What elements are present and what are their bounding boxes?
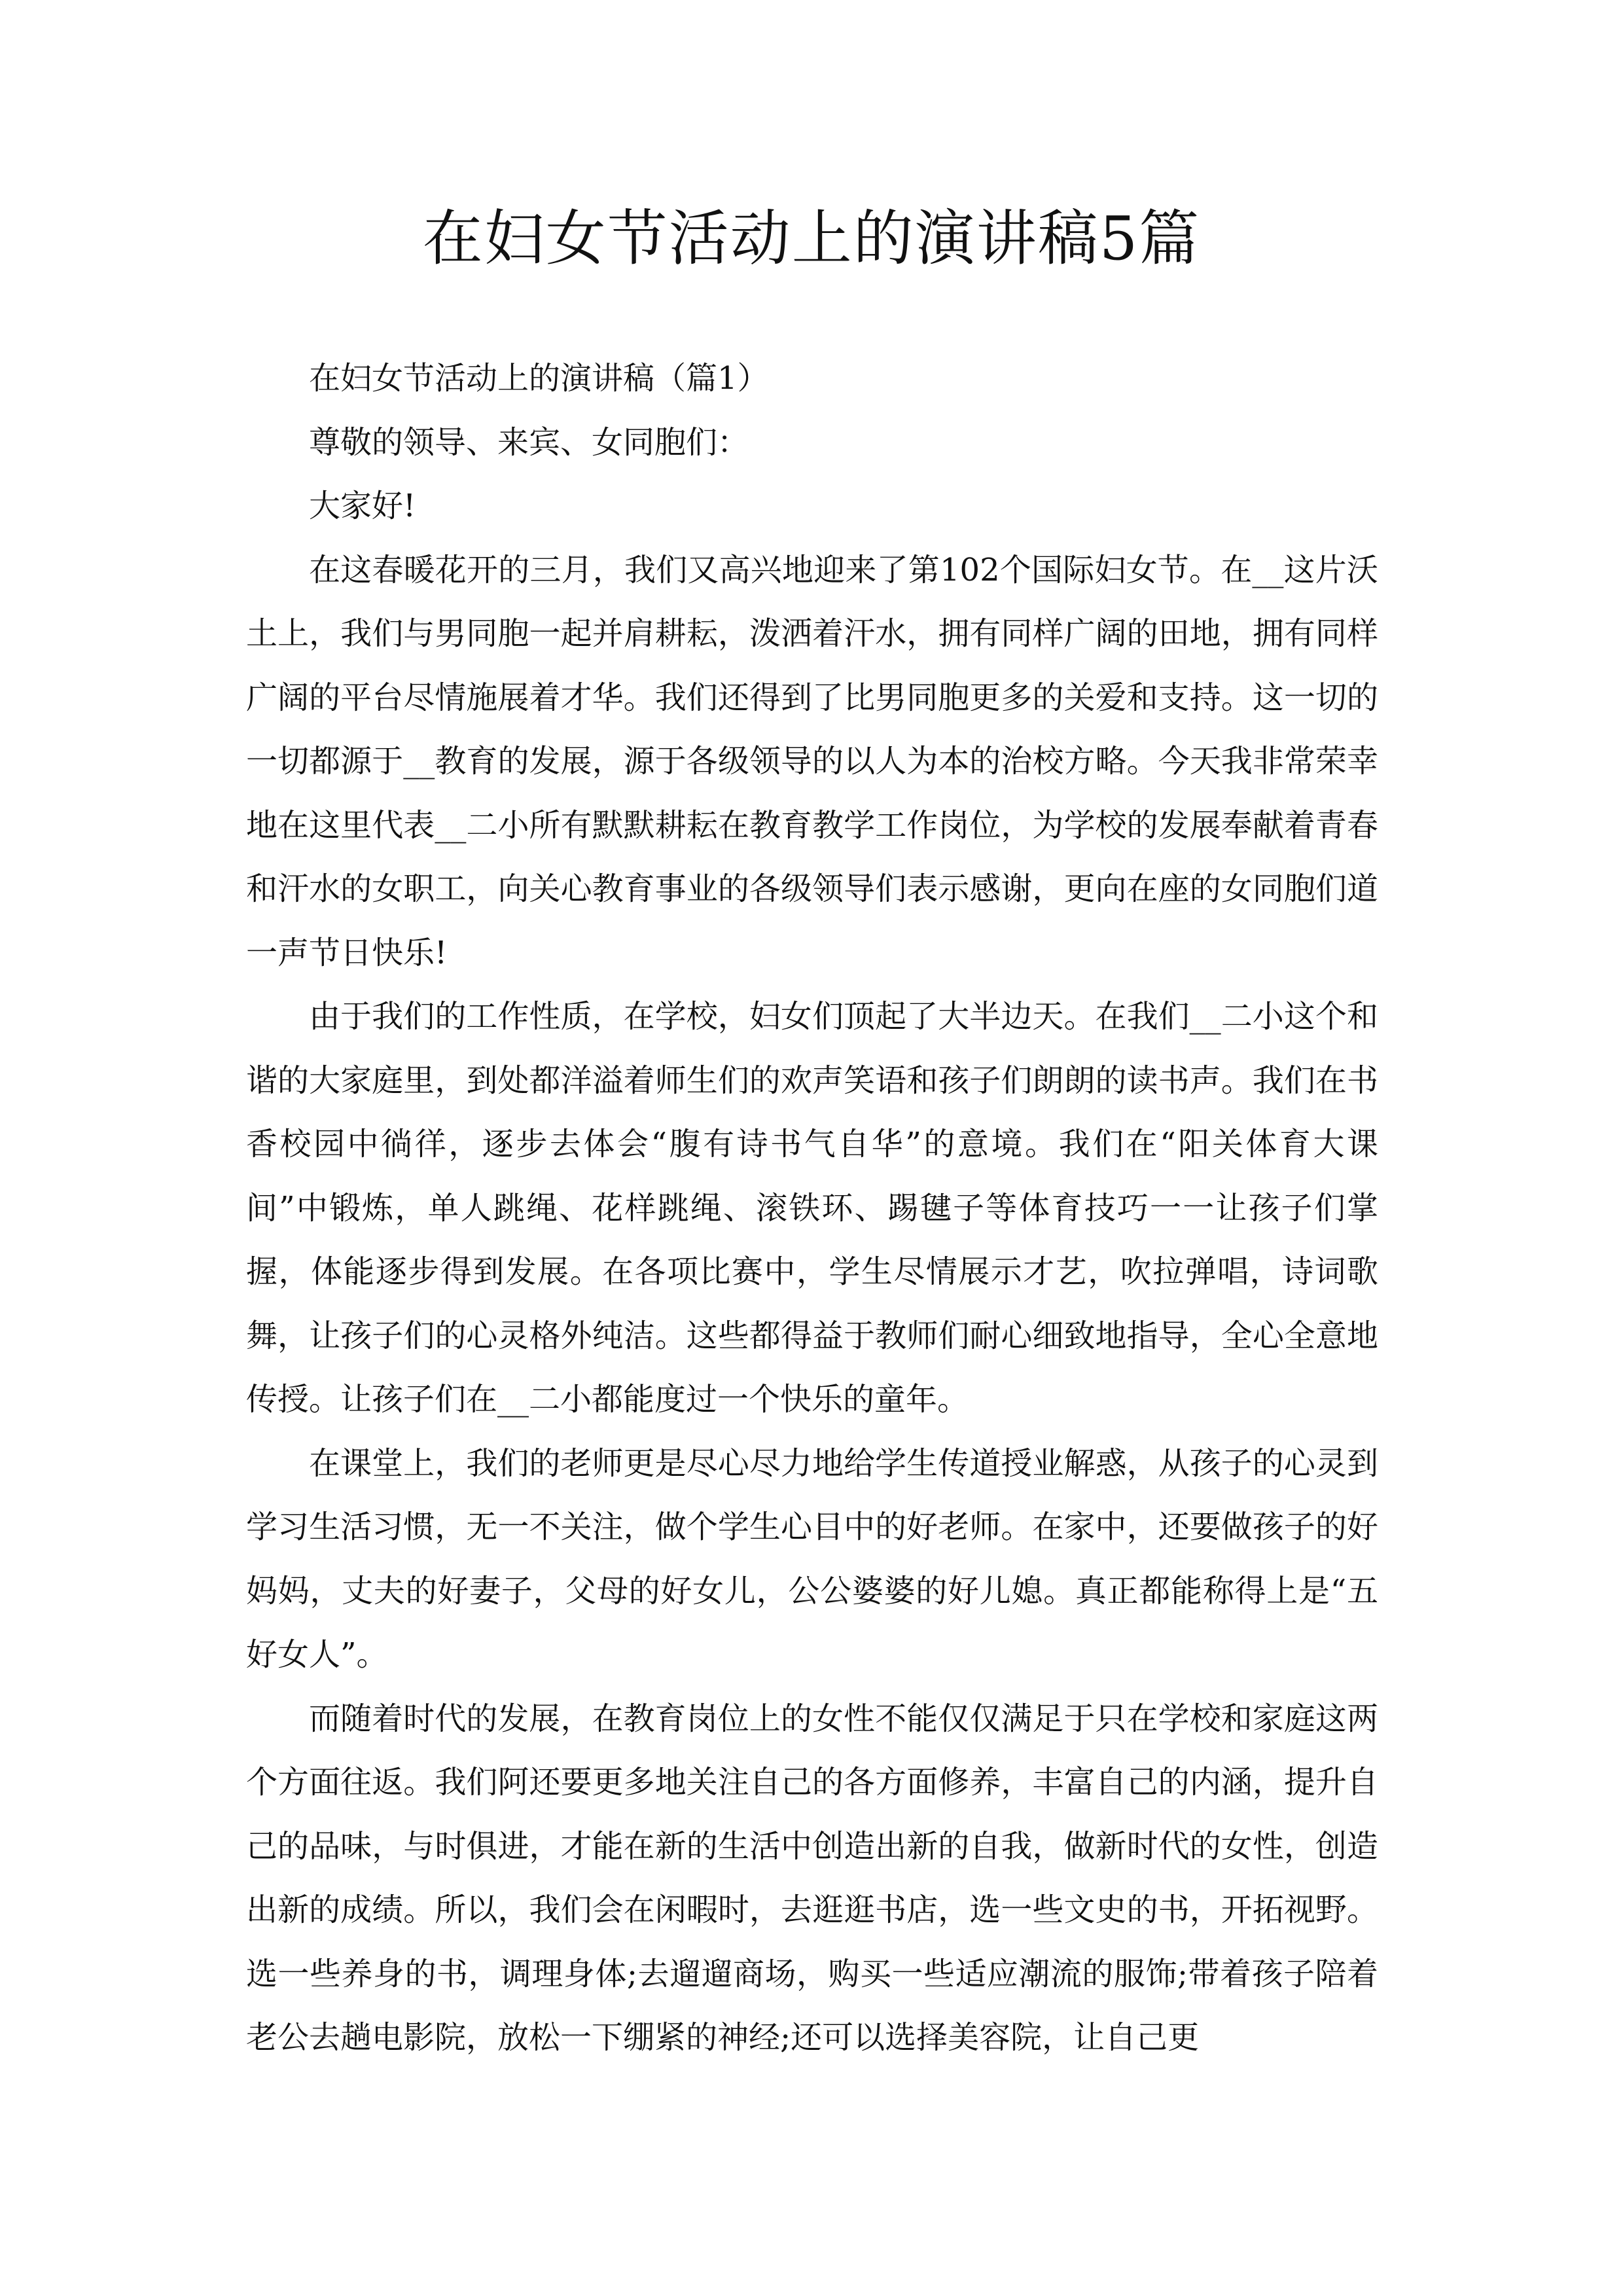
body-paragraph: 在课堂上，我们的老师更是尽心尽力地给学生传道授业解惑，从孩子的心灵到学习生活习惯，无一不关注，做个学生心目中的好老师。在家中，还要做孩子的好妈妈，丈夫的好妻子，父母的好女儿，公公婆婆的好儿媳。真正都能称得上是“五好女人”。 xyxy=(246,1444,1378,1673)
body-paragraph: 在这春暖花开的三月，我们又高兴地迎来了第102个国际妇女节。在__这片沃土上，我们与男同胞一起并肩耕耘，泼洒着汗水，拥有同样广阔的田地，拥有同样广阔的平台尽情施展着才华。我们还得到了比男同胞更多的关爱和支持。这一切的一切都源于__教育的发展，源于各级领导的以人为本的治校方略。今天我非常荣幸地在这里代表__二小所有默默耕耘在教育教学工作岗位，为学校的发展奉献着青春和汗水的女职工，向关心教育事业的各级领导们表示感谢，更向在座的女同胞们道一声节日快乐! xyxy=(246,551,1378,971)
greeting: 大家好! xyxy=(309,488,416,524)
body-paragraph: 由于我们的工作性质，在学校，妇女们顶起了大半边天。在我们__二小这个和谐的大家庭里，到处都洋溢着师生们的欢声笑语和孩子们朗朗的读书声。我们在书香校园中徜徉，逐步去体会“腹有诗书气自华”的意境。我们在“阳关体育大课间”中锻炼，单人跳绳、花样跳绳、滚铁环、踢毽子等体育技巧一一让孩子们掌握，体能逐步得到发展。在各项比赛中，学生尽情展示才艺，吹拉弹唱，诗词歌舞，让孩子们的心灵格外纯洁。这些都得益于教师们耐心细致地指导，全心全意地传授。让孩子们在__二小都能度过一个快乐的童年。 xyxy=(246,998,1378,1418)
salutation: 尊敬的领导、来宾、女同胞们： xyxy=(309,423,749,461)
body-paragraph: 而随着时代的发展，在教育岗位上的女性不能仅仅满足于只在学校和家庭这两个方面往返。我们阿还要更多地关注自己的各方面修养，丰富自己的内涵，提升自己的品味，与时俱进，才能在新的生活中创造出新的自我，做新时代的女性，创造出新的成绩。所以，我们会在闲暇时，去逛逛书店，选一些文史的书，开拓视野。选一些养身的书，调理身体;去遛遛商场，购买一些适应潮流的服饰;带着孩子陪着老公去趟电影院，放松一下绷紧的神经;还可以选择美容院，让自己更 xyxy=(246,1700,1378,2056)
document-body xyxy=(246,347,1378,2070)
section-heading: 在妇女节活动上的演讲稿（篇1） xyxy=(309,360,769,397)
document-title: 在妇女节活动上的演讲稿5篇 xyxy=(422,204,1201,274)
